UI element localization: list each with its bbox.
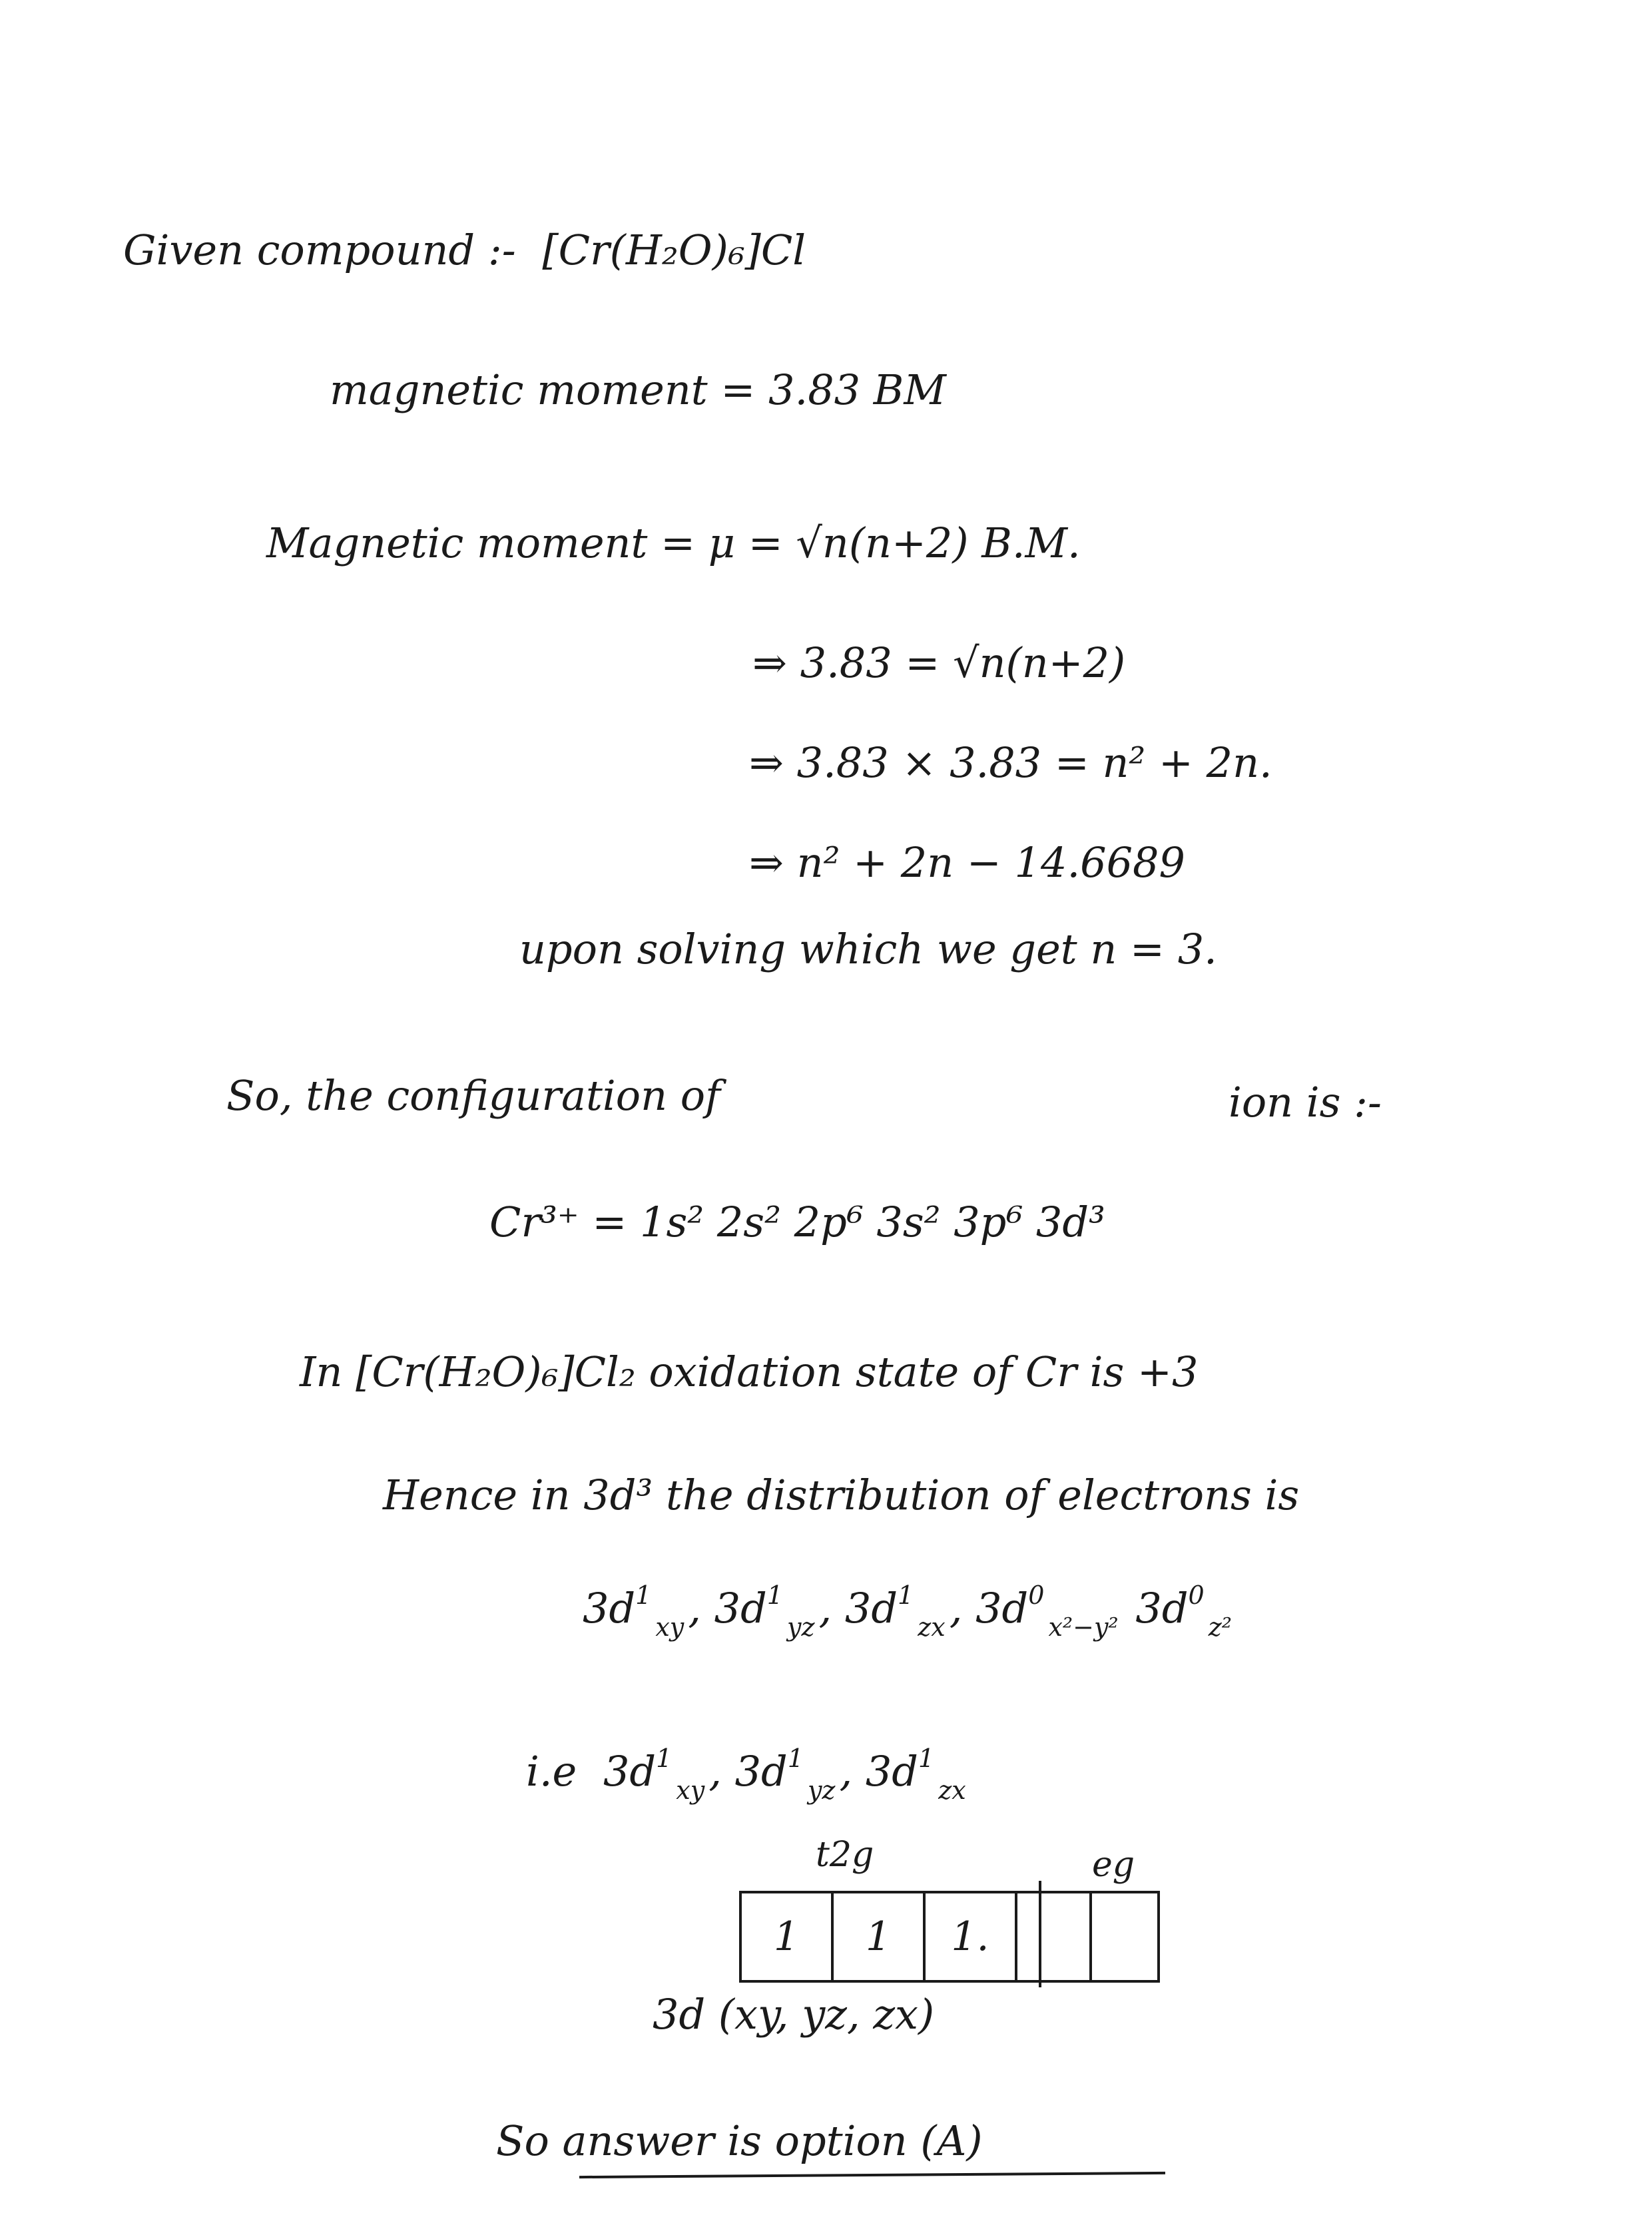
distribution-terms <box>583 1581 1236 1642</box>
t2g-label: t2g <box>816 1835 874 1875</box>
configuration-intro-end: ion is :- <box>1229 1078 1382 1126</box>
electron-configuration: Cr³⁺ = 1s² 2s² 2p⁶ 3s² 3p⁶ 3d³ <box>489 1198 1105 1246</box>
step-1: ⇒ 3.83 = √n(n+2) <box>752 638 1126 687</box>
dist-term-xy: $3d^1_{xy}$, <box>583 1581 714 1642</box>
answer-underline <box>579 2172 1165 2178</box>
given-compound: [Cr(H₂O)₆]Cl <box>542 226 806 274</box>
step-4: upon solving which we get n = 3. <box>519 925 1217 973</box>
step-3: ⇒ n² + 2n − 14.6689 <box>749 838 1185 887</box>
distribution-intro: Hence in 3d³ the distribution of electrons is <box>383 1471 1300 1519</box>
orbital-caption: 3d (xy, yz, zx) <box>653 1990 935 2039</box>
oxidation-state-line: In [Cr(H₂O)₆]Cl₂ oxidation state of Cr is +3 <box>300 1348 1199 1396</box>
dist-term-yz: $3d^1_{yz}$, <box>714 1581 845 1642</box>
ie-term-yz: $3d^1_{yz}$, <box>734 1744 866 1805</box>
orbital-box-5 <box>1092 1893 1157 1980</box>
ie-term-xy: $3d^1_{xy}$, <box>603 1744 735 1805</box>
configuration-intro: So, the configuration of <box>226 1071 721 1120</box>
dist-term-zx: $3d^1_{zx}$, <box>844 1581 976 1642</box>
orbital-box-1: 1 <box>742 1893 834 1980</box>
magnetic-moment-value: magnetic moment = 3.83 BM <box>330 366 946 414</box>
orbital-box-diagram <box>739 1891 1160 1983</box>
orbital-box-4 <box>1017 1893 1092 1980</box>
magnetic-moment-formula: Magnetic moment = μ = √n(n+2) B.M. <box>266 519 1081 567</box>
ie-line <box>526 1744 970 1805</box>
given-line <box>123 226 806 274</box>
step-2: ⇒ 3.83 × 3.83 = n² + 2n. <box>749 738 1272 787</box>
eg-label: eg <box>1092 1845 1135 1885</box>
dist-term-z2: $3d^0_{z^2}$ <box>1135 1581 1232 1642</box>
answer-line: So answer is option (A) <box>496 2116 983 2165</box>
ie-term-zx: $3d^1_{zx}$ <box>865 1744 966 1805</box>
orbital-box-2: 1 <box>834 1893 926 1980</box>
dist-term-x2y2: $3d^0_{x^2-y^2}$ <box>975 1581 1119 1642</box>
given-label: Given compound :- <box>123 226 516 274</box>
ie-prefix: i.e <box>526 1747 577 1796</box>
orbital-box-3: 1. <box>926 1893 1017 1980</box>
